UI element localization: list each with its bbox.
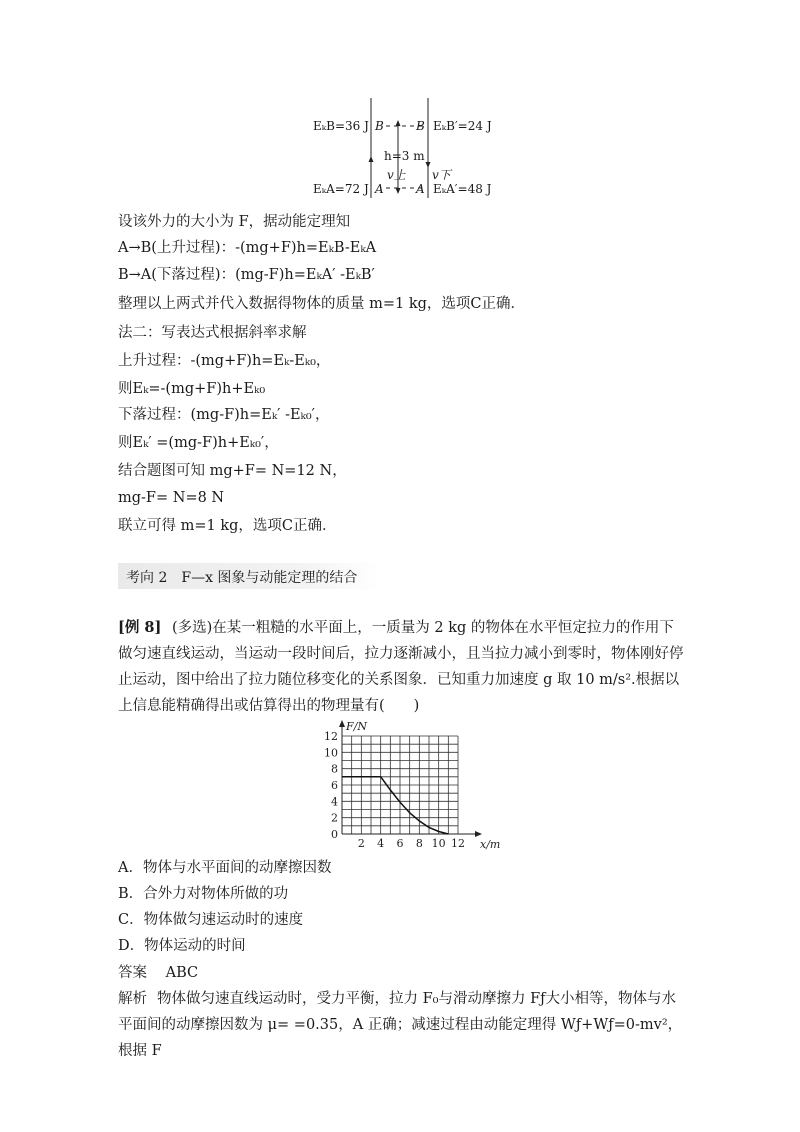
y-tick-label: 4: [331, 795, 338, 809]
solution-line: 下落过程：(mg-F)h=Eₖ′ -Eₖ₀′，: [118, 407, 330, 423]
x-axis-arrow: [475, 831, 482, 837]
point-b-left: B: [375, 119, 384, 133]
solution-line: 则Eₖ=-(mg+F)h+Eₖ₀: [118, 381, 266, 397]
eka-right-label: EₖA′=48 J: [433, 182, 492, 196]
y-tick-label: 2: [331, 811, 338, 825]
fx-chart-svg: [320, 718, 501, 853]
analysis-text: 物体做匀速直线运动时，受力平衡，拉力 F₀与滑动摩擦力 Fƒ大小相等，物体与水平面间的动摩擦因数为 μ= =0.35，A 正确；减速过程由动能定理得 Wƒ+Wƒ=0-mv²，根据 F: [118, 991, 683, 1059]
x-tick-label: 2: [357, 837, 365, 850]
option-b: B．合外力对物体所做的功: [118, 886, 289, 902]
v-up-label: v上: [387, 168, 406, 182]
analysis-block: [118, 986, 686, 1064]
option-d: D．物体运动的时间: [118, 938, 246, 954]
point-b-right: B: [416, 119, 425, 133]
point-a-right: A: [416, 182, 425, 196]
ekb-left-label: EₖB=36 J: [313, 119, 369, 133]
v-down-label: v下: [432, 168, 451, 182]
solution-line: 则Eₖ′ =(mg-F)h+Eₖ₀′，: [118, 435, 279, 451]
motion-diagram: [300, 96, 520, 200]
solution-line: 联立可得 m=1 kg，选项C正确．: [118, 518, 337, 534]
solution-line: 设该外力的大小为 F，据动能定理知: [118, 214, 351, 230]
height-label: h=3 m: [384, 149, 425, 163]
x-axis-label: x/m: [480, 838, 501, 851]
example-text: 在某一粗糙的水平面上，一质量为 2 kg 的物体在水平恒定拉力的作用下做匀速直线运动，当运动一段时间后，拉力逐渐减小，且当拉力减小到零时，物体刚好停止运动，图中给出了拉力随位移变化的关系图象．已知重力加速度 g 取 10 m/s².根据以上信息能精确得出或估算得出的物理量有( ): [118, 620, 684, 714]
x-tick-label: 4: [377, 837, 385, 850]
answer-row: [118, 963, 198, 983]
answer-value: ABC: [165, 965, 199, 981]
option-c: C．物体做匀速运动时的速度: [118, 912, 304, 928]
answer-label: 答案: [118, 965, 147, 981]
eka-left-label: EₖA=72 J: [313, 182, 369, 196]
x-tick-label: 6: [396, 837, 404, 850]
x-tick-label: 8: [415, 837, 423, 850]
fx-chart: [320, 718, 501, 853]
y-tick-label: 0: [331, 828, 338, 841]
example-question: [118, 615, 686, 719]
y-tick-label: 6: [331, 779, 338, 792]
solution-line: 上升过程：-(mg+F)h=Eₖ-Eₖ₀，: [118, 353, 331, 369]
example-label: [例 8]: [118, 619, 162, 636]
section-header: [118, 563, 380, 589]
x-tick-label: 10: [431, 837, 446, 850]
solution-line: B→A(下落过程)：(mg-F)h=EₖA′ -EₖB′: [118, 267, 375, 283]
x-tick-label: 12: [451, 837, 465, 850]
analysis-label: 解析: [118, 991, 147, 1007]
y-tick-label: 8: [331, 762, 338, 776]
option-a: A．物体与水平面间的动摩擦因数: [118, 860, 332, 876]
y-axis-label: F/N: [346, 720, 367, 733]
solution-line: 整理以上两式并代入数据得物体的质量 m=1 kg，选项C正确．: [118, 296, 526, 312]
ekb-right-label: EₖB′=24 J: [433, 119, 492, 133]
y-tick-label: 10: [324, 746, 338, 760]
solution-line: A→B(上升过程)：-(mg+F)h=EₖB-EₖA: [118, 240, 377, 256]
section-title: 考向 2 F—x 图象与动能定理的结合: [126, 570, 358, 586]
solution-line: 法二：写表达式根据斜率求解: [118, 325, 307, 341]
solution-line: 结合题图可知 mg+F= N=12 N，: [118, 463, 347, 479]
example-tag: (多选): [171, 620, 213, 636]
y-axis-arrow: [339, 720, 345, 727]
point-a-left: A: [375, 182, 384, 196]
solution-line: mg-F= N=8 N: [118, 490, 225, 506]
y-tick-label: 12: [324, 730, 338, 743]
